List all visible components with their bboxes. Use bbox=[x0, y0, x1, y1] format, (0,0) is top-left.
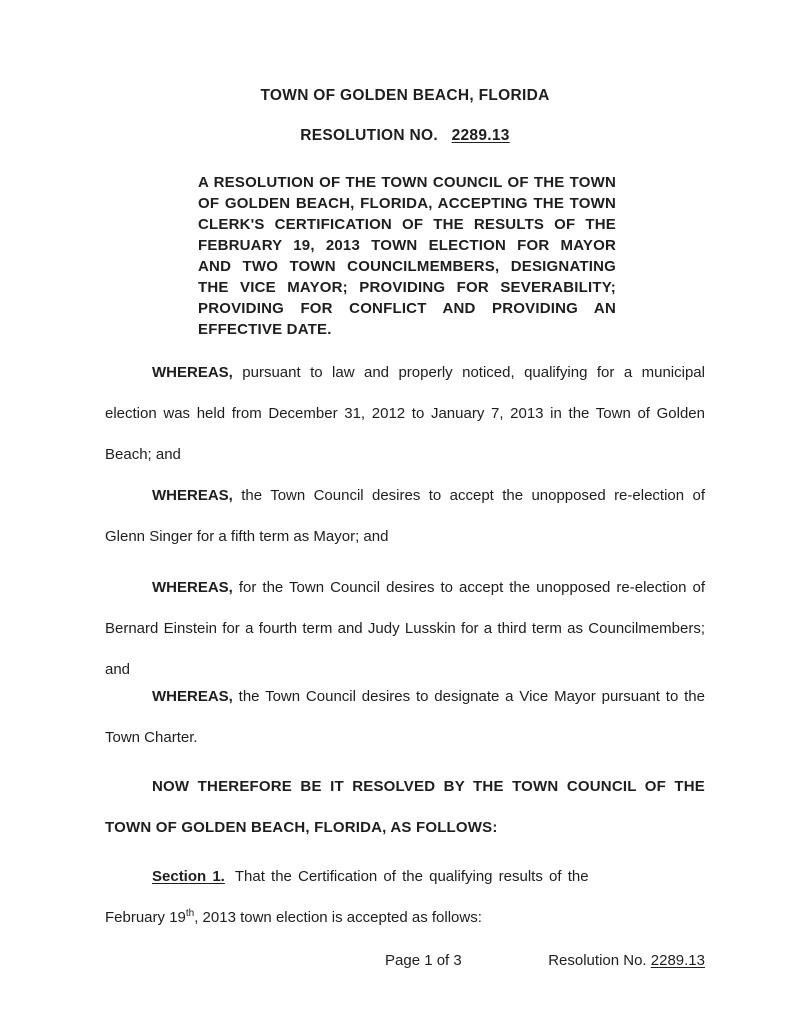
whereas-lead: WHEREAS, bbox=[152, 364, 233, 381]
whereas-clause-2 bbox=[105, 475, 705, 557]
summary-line: EFFECTIVE DATE. bbox=[198, 321, 332, 338]
whereas-line: Town Charter. bbox=[105, 729, 198, 746]
whereas-line: Glenn Singer for a fifth term as Mayor; and bbox=[105, 528, 389, 545]
footer-resolution-label: Resolution No. bbox=[548, 952, 651, 969]
whereas-clause-3 bbox=[105, 567, 705, 690]
whereas-line: Beach; and bbox=[105, 446, 181, 463]
whereas-clause-4 bbox=[105, 676, 705, 758]
resolved-line: TOWN OF GOLDEN BEACH, FLORIDA, AS FOLLOWS: bbox=[105, 819, 498, 836]
resolution-summary-clause bbox=[198, 172, 616, 340]
ordinal-superscript: th bbox=[185, 908, 195, 919]
summary-line: A RESOLUTION OF THE TOWN COUNCIL OF THE TOWN bbox=[198, 174, 616, 191]
summary-line: OF GOLDEN BEACH, FLORIDA, ACCEPTING THE TOWN bbox=[198, 195, 616, 212]
section-1-text: That the Certification of the qualifying results of the bbox=[234, 868, 589, 885]
whereas-line: Bernard Einstein for a fourth term and Judy Lusskin for a third term as Councilmembers; bbox=[105, 620, 705, 637]
resolved-line: NOW THEREFORE BE IT RESOLVED BY THE TOWN COUNCIL OF THE bbox=[152, 778, 705, 795]
footer-resolution-number: 2289.13 bbox=[650, 952, 705, 969]
whereas-text: pursuant to law and properly noticed, qualifying for a municipal bbox=[232, 364, 705, 381]
section-1-line bbox=[105, 856, 705, 897]
whereas-line bbox=[105, 676, 705, 717]
footer-resolution-reference bbox=[548, 952, 705, 969]
summary-line: FEBRUARY 19, 2013 TOWN ELECTION FOR MAYOR bbox=[198, 237, 616, 254]
whereas-clause-1 bbox=[105, 352, 705, 475]
section-1-heading: Section 1. bbox=[152, 868, 225, 885]
whereas-lead: WHEREAS, bbox=[152, 487, 233, 504]
summary-line: THE VICE MAYOR; PROVIDING FOR SEVERABILITY; bbox=[198, 279, 616, 296]
document-content bbox=[105, 86, 705, 974]
summary-line: AND TWO TOWN COUNCILMEMBERS, DESIGNATING bbox=[198, 258, 616, 275]
whereas-text: the Town Council desires to accept the unopposed re-election of bbox=[232, 487, 705, 504]
resolution-number: 2289.13 bbox=[451, 127, 510, 144]
whereas-text: for the Town Council desires to accept the unopposed re-election of bbox=[232, 579, 705, 596]
whereas-line: election was held from December 31, 2012 to January 7, 2013 in the Town of Golden bbox=[105, 405, 705, 422]
section-1-text: February 19 bbox=[105, 909, 186, 926]
whereas-line bbox=[105, 352, 705, 393]
whereas-line bbox=[105, 475, 705, 516]
summary-line: CLERK'S CERTIFICATION OF THE RESULTS OF THE bbox=[198, 216, 616, 233]
document-title: TOWN OF GOLDEN BEACH, FLORIDA bbox=[260, 87, 550, 104]
page-number-label: Page 1 of 3 bbox=[385, 952, 462, 969]
summary-line: PROVIDING FOR CONFLICT AND PROVIDING AN bbox=[198, 300, 616, 317]
section-1-line bbox=[105, 897, 705, 938]
whereas-line: and bbox=[105, 661, 131, 678]
whereas-lead: WHEREAS, bbox=[152, 688, 233, 705]
whereas-line bbox=[105, 567, 705, 608]
whereas-lead: WHEREAS, bbox=[152, 579, 233, 596]
resolution-heading-label: RESOLUTION NO. bbox=[300, 127, 438, 144]
page-footer bbox=[105, 952, 705, 974]
resolved-clause bbox=[105, 766, 705, 848]
section-1-clause bbox=[105, 856, 705, 938]
section-1-text: , 2013 town election is accepted as follows: bbox=[194, 909, 482, 926]
resolution-heading bbox=[105, 126, 705, 146]
whereas-text: the Town Council desires to designate a Vice Mayor pursuant to the bbox=[232, 688, 705, 705]
